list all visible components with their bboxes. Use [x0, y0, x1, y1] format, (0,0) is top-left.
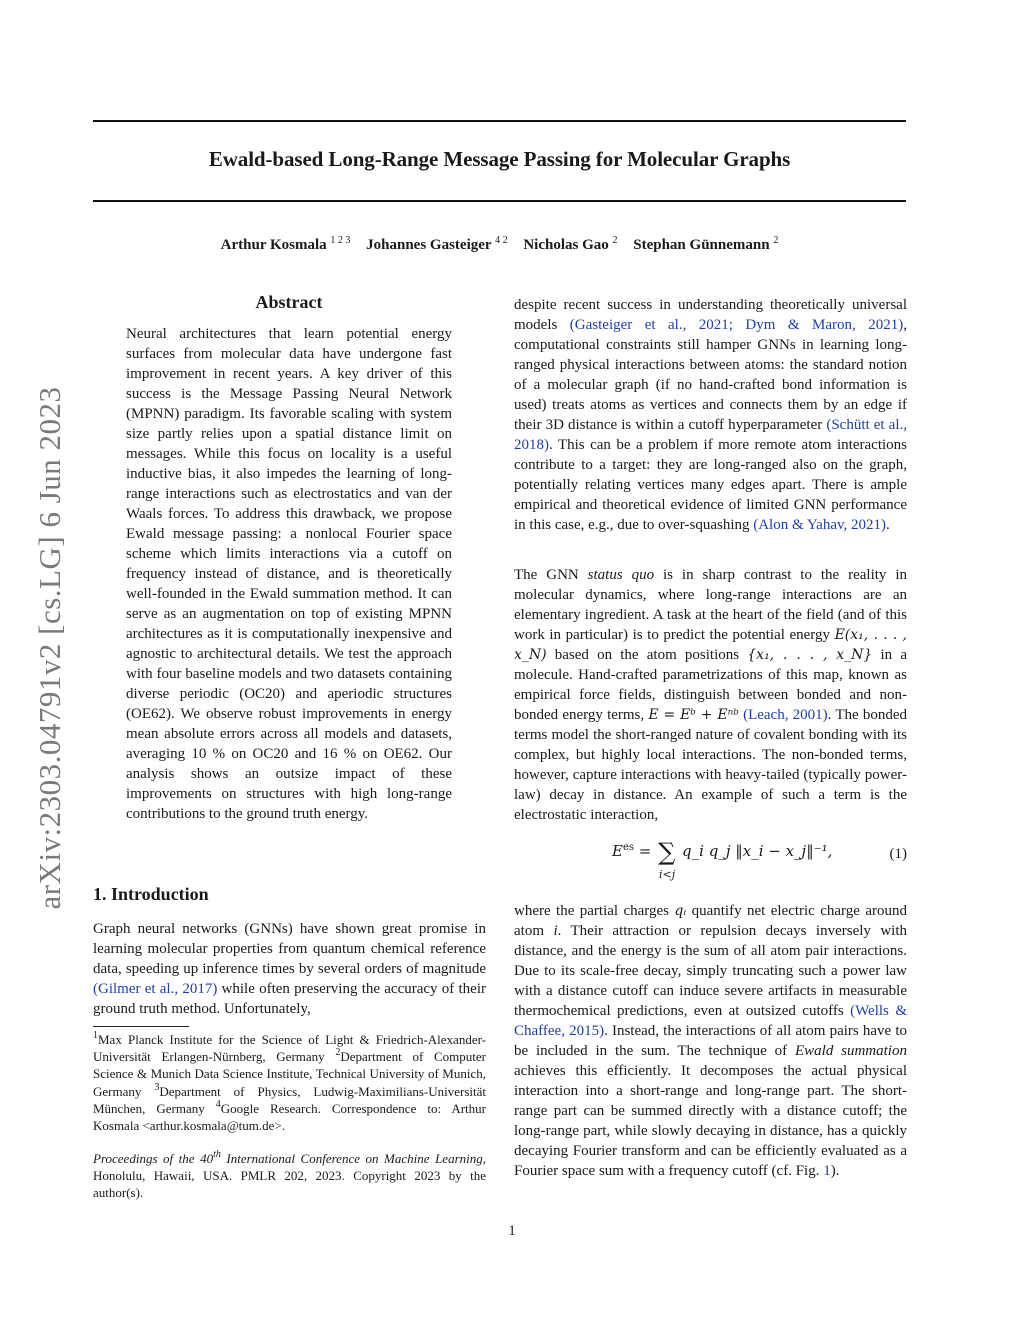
author [523, 237, 617, 253]
math-inline: E = Eᵇ + Eⁿᵇ [648, 707, 739, 723]
paper-title: Ewald-based Long-Range Message Passing for Molecular Graphs [208, 147, 791, 171]
author-affiliation: 1 2 3 [330, 235, 351, 246]
author-affiliation: 2 [773, 235, 779, 246]
author-name: Nicholas Gao [523, 237, 609, 253]
title-bottom-rule [93, 200, 906, 202]
intro-paragraph: Graph neural networks (GNNs) have shown great promise in learning molecular properties from quantum chemical reference data, speeding up inference times by several orders of magnitude (Gilmer et al., 2017) while often preserving the accuracy of their ground truth method. Unfortunately, [93, 921, 486, 1017]
author-affiliation: 2 [612, 235, 618, 246]
equation-number: (1) [889, 846, 907, 862]
figure-link[interactable]: 1 [823, 1163, 831, 1179]
author-name: Stephan Günnemann [633, 237, 770, 253]
affiliation-footnote: $^1$Max Planck Institute for the Science of Light & Friedrich-Alexander-Universität Erlangen-Nürnberg, Germany $^2$Department of Computer Science & Munich Data Science Institute, Technical University of Munich, Germany $^3$Department of Physics, Ludwig-Maximilians-Universität München, Germany $^4$Google Research. Correspondence to: Arthur Kosmala <arthur.kosmala@tum.de>. [93, 1030, 487, 1134]
equation-1: $E^{es}$ = ∑ q_i q_j ‖x_i − x_j‖⁻¹, i<j (1) [612, 838, 907, 881]
author-name: Arthur Kosmala [220, 237, 327, 253]
math-inline: E(x₁, . . . , x_N) [514, 627, 907, 663]
footnote-rule [93, 1026, 189, 1027]
proceedings-note: Proceedings of the 40th International Conference on Machine Learning, Honolulu, Hawaii, USA. PMLR 202, 2023. Copyright 2023 by the author(s). [93, 1149, 486, 1201]
author [633, 237, 778, 253]
right-paragraph-2: The GNN status quo is in sharp contrast to the reality in molecular dynamics, where long-range interactions are an elementary ingredient. A task at the heart of the field (and of this work in particular) is to predict the potential energy E(x₁, . . . , x_N) based on the atom positions {x₁, . . . , x_N} in a molecule. Hand-crafted parametrizations of this map, known as empirical force fields, distinguish between bonded and non-bonded energy terms, E = Eᵇ + Eⁿᵇ (Leach, 2001). The bonded terms model the short-ranged nature of covalent bonding with its complex, but highly local interactions. The non-bonded terms, however, capture interactions with heavy-tailed (typically power-law) decay in distance. An example of such a term is the electrostatic interaction, [514, 567, 907, 823]
page-number: 1 [508, 1223, 516, 1239]
abstract-text: Neural architectures that learn potential energy surfaces from molecular data have undergone fast improvement in recent years. A key driver of this success is the Message Passing Neural Network (MPNN) paradigm. Its favorable scaling with system size partly relies upon a spatial distance limit on messages. While this focus on locality is a useful inductive bias, it also impedes the learning of long-range interactions such as electrostatics and van der Waals forces. To address this drawback, we propose Ewald message passing: a nonlocal Fourier space scheme which limits interactions via a cutoff on frequency instead of distance, and is theoretically well-founded in the Ewald summation method. It can serve as an augmentation on top of existing MPNN architectures as it is computationally inexpensive and agnostic to architectural details. We test the approach with four baseline models and two datasets containing diverse periodic (OC20) and aperiodic structures (OE62). We observe robust improvements in energy mean absolute errors across all models and datasets, averaging 10 % on OC20 and 16 % on OE62. Our analysis shows an outsize impact of these improvements on structures with high long-range contributions to the ground truth energy. [126, 326, 452, 822]
arxiv-stamp: arXiv:2303.04791v2 [cs.LG] 6 Jun 2023 [32, 386, 67, 910]
citation-link[interactable]: (Gasteiger et al., 2021; Dym & Maron, 2021) [569, 317, 904, 333]
author [221, 237, 351, 253]
citation-link[interactable]: (Gilmer et al., 2017) [93, 981, 218, 997]
citation-link[interactable]: (Schütt et al., 2018) [514, 417, 908, 453]
author-name: Johannes Gasteiger [366, 237, 492, 253]
abstract-heading: Abstract [255, 292, 323, 312]
author-affiliation: 4 2 [495, 235, 508, 246]
right-paragraph-3: where the partial charges qᵢ quantify net electric charge around atom i. Their attraction or repulsion decays inversely with distance, and the energy is the sum of all atom pair interactions. Due to its scale-free decay, simply truncating such a power law with a distance cutoff can induce severe artifacts in measurable thermochemical predictions, even at outsized cutoffs (Wells & Chaffee, 2015). Instead, the interactions of all atom pairs have to be included in the sum. The technique of Ewald summation achieves this efficiently. It decomposes the actual physical interaction into a short-range and long-range part. The short-range part can be summed directly with a distance cutoff; the long-range part, while slowly decaying in distance, has a quickly decaying Fourier transform and can be efficiently evaluated as a Fourier space sum with a frequency cutoff (cf. Fig. 1). [514, 903, 907, 1179]
author [366, 237, 507, 253]
citation-link[interactable]: (Wells & Chaffee, 2015) [514, 1003, 907, 1039]
author-list [93, 237, 906, 254]
math-inline: {x₁, . . . , x_N} [747, 647, 873, 663]
citation-link[interactable]: (Leach, 2001) [743, 707, 828, 723]
right-paragraph-1: despite recent success in understanding theoretically universal models (Gasteiger et al., 2021; Dym & Maron, 2021), computational constraints still hamper GNNs in learning long-ranged physical interactions between atoms: the standard notion of a molecular graph (if no hand-crafted bond information is used) treats atoms as vertices and connects them by an edge if their 3D distance is within a cutoff hyperparameter (Schütt et al., 2018). This can be a problem if more remote atom interactions contribute to a target: they are long-ranged also on the graph, potentially relating vertices many edges apart. There is ample empirical and theoretical evidence of limited GNN performance in this case, e.g., due to over-squashing (Alon & Yahav, 2021). [514, 297, 908, 533]
citation-link[interactable]: (Alon & Yahav, 2021) [753, 517, 887, 533]
section-heading: 1. Introduction [93, 884, 209, 904]
top-rule [93, 120, 906, 122]
